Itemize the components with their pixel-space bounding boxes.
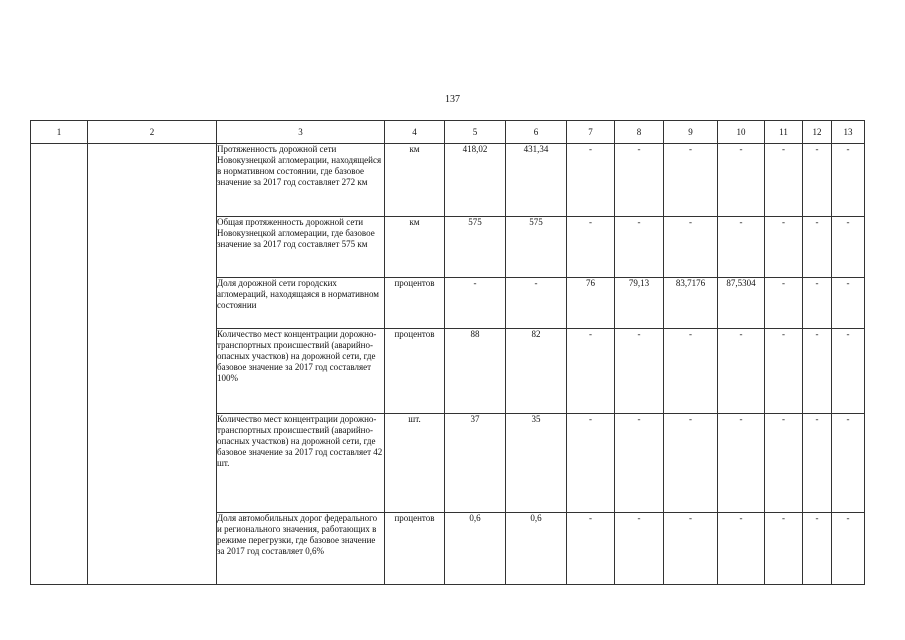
value-cell: - (718, 414, 765, 513)
value-cell: 82 (506, 329, 567, 414)
page-number: 137 (445, 94, 460, 105)
value-cell: - (664, 414, 718, 513)
value-cell: 0,6 (506, 513, 567, 585)
value-cell: - (803, 278, 832, 329)
value-cell: - (718, 217, 765, 278)
header-cell: 11 (765, 121, 803, 144)
header-cell: 12 (803, 121, 832, 144)
header-cell: 5 (445, 121, 506, 144)
header-cell: 8 (615, 121, 664, 144)
value-cell: - (506, 278, 567, 329)
value-cell: - (832, 144, 865, 217)
unit-cell: км (385, 144, 445, 217)
value-cell: - (664, 329, 718, 414)
header-cell: 1 (31, 121, 88, 144)
value-cell: - (718, 329, 765, 414)
value-cell: 83,7176 (664, 278, 718, 329)
value-cell: 35 (506, 414, 567, 513)
value-cell: - (664, 217, 718, 278)
value-cell: - (615, 513, 664, 585)
indicator-description: Доля дорожной сети городских агломераций, находящаяся в нормативном состоянии (217, 278, 385, 329)
value-cell: - (803, 329, 832, 414)
value-cell: - (567, 414, 615, 513)
value-cell: 76 (567, 278, 615, 329)
indicator-description: Количество мест концентрации дорожно-транспортных происшествий (аварийно-опасных участков) на дорожной сети, где базовое значение за 2017 год составляет 42 шт. (217, 414, 385, 513)
column-1-cell (31, 144, 88, 585)
unit-cell: процентов (385, 329, 445, 414)
value-cell: - (567, 513, 615, 585)
value-cell: 0,6 (445, 513, 506, 585)
value-cell: - (765, 414, 803, 513)
value-cell: - (718, 513, 765, 585)
header-cell: 2 (88, 121, 217, 144)
header-cell: 9 (664, 121, 718, 144)
value-cell: - (765, 144, 803, 217)
value-cell: - (832, 513, 865, 585)
value-cell: - (765, 513, 803, 585)
header-cell: 3 (217, 121, 385, 144)
value-cell: - (615, 144, 664, 217)
value-cell: - (765, 278, 803, 329)
header-cell: 10 (718, 121, 765, 144)
value-cell: - (832, 329, 865, 414)
value-cell: - (832, 217, 865, 278)
value-cell: 87,5304 (718, 278, 765, 329)
value-cell: 418,02 (445, 144, 506, 217)
value-cell: 88 (445, 329, 506, 414)
unit-cell: шт. (385, 414, 445, 513)
value-cell: - (664, 513, 718, 585)
table-row (31, 144, 865, 217)
header-cell: 7 (567, 121, 615, 144)
value-cell: - (832, 278, 865, 329)
value-cell: - (664, 144, 718, 217)
column-2-cell (88, 144, 217, 585)
value-cell: - (803, 144, 832, 217)
value-cell: - (567, 329, 615, 414)
value-cell: - (765, 217, 803, 278)
indicator-description: Протяженность дорожной сети Новокузнецкой агломерации, находящейся в нормативном состоянии, где базовое значение за 2017 год составляет 272 км (217, 144, 385, 217)
header-row (31, 121, 865, 144)
value-cell: - (718, 144, 765, 217)
value-cell: 79,13 (615, 278, 664, 329)
header-cell: 6 (506, 121, 567, 144)
value-cell: - (445, 278, 506, 329)
value-cell: - (567, 217, 615, 278)
value-cell: 37 (445, 414, 506, 513)
data-table (30, 120, 865, 585)
indicator-description: Доля автомобильных дорог федерального и регионального значения, работающих в режиме перегрузки, где базовое значение за 2017 год составляет 0,6% (217, 513, 385, 585)
unit-cell: процентов (385, 278, 445, 329)
indicator-description: Общая протяженность дорожной сети Новокузнецкой агломерации, где базовое значение за 2017 год составляет 575 км (217, 217, 385, 278)
header-cell: 4 (385, 121, 445, 144)
value-cell: - (615, 329, 664, 414)
value-cell: - (803, 414, 832, 513)
value-cell: - (615, 414, 664, 513)
value-cell: - (803, 217, 832, 278)
value-cell: - (803, 513, 832, 585)
value-cell: - (832, 414, 865, 513)
value-cell: 575 (506, 217, 567, 278)
value-cell: 575 (445, 217, 506, 278)
value-cell: - (567, 144, 615, 217)
value-cell: 431,34 (506, 144, 567, 217)
value-cell: - (765, 329, 803, 414)
unit-cell: км (385, 217, 445, 278)
indicator-description: Количество мест концентрации дорожно-транспортных происшествий (аварийно-опасных участков) на дорожной сети, где базовое значение за 2017 год составляет 100% (217, 329, 385, 414)
unit-cell: процентов (385, 513, 445, 585)
header-cell: 13 (832, 121, 865, 144)
value-cell: - (615, 217, 664, 278)
